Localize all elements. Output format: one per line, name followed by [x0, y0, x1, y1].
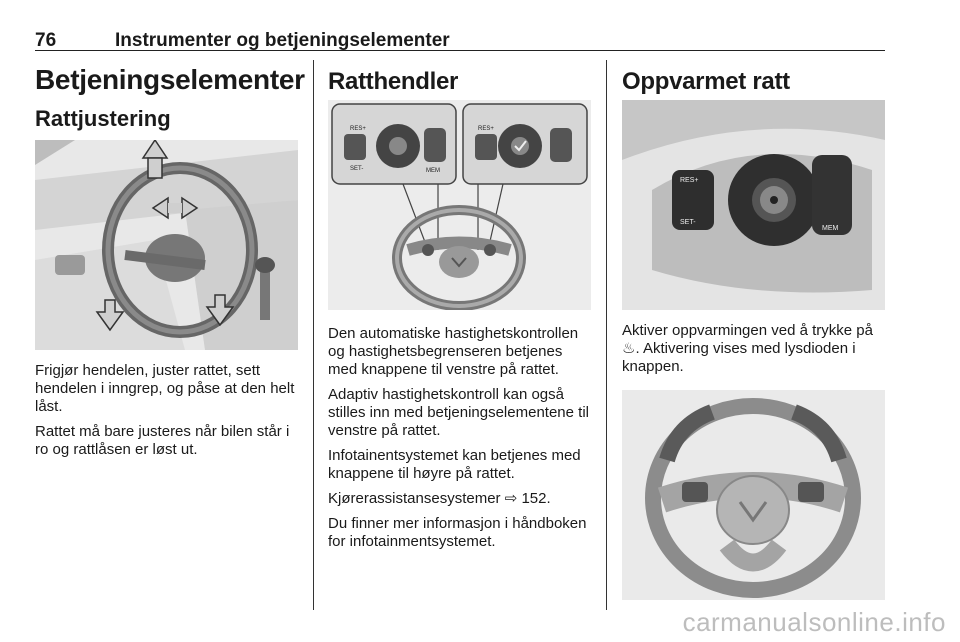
paragraph: Adaptiv hastighetskontroll kan også stilles inn med betjeningselementene til venstre på rattet. [328, 386, 589, 439]
paragraph: Du finner mer informasjon i håndboken for infotainmentsystemet. [328, 515, 587, 550]
paragraph: Frigjør hendelen, juster rattet, sett hendelen i inngrep, og påse at den helt låst. [35, 362, 295, 415]
col1-text [35, 362, 300, 466]
res-label: RES+ [680, 177, 699, 184]
paragraph: Infotainentsystemet kan betjenes med knappene til høyre på rattet. [328, 447, 581, 482]
section-heading: Ratthendler [328, 68, 459, 95]
res-label: RES+ [478, 126, 494, 132]
heated-wheel-figure [622, 390, 885, 600]
col2-text [328, 325, 593, 558]
section-heading: Oppvarmet ratt [622, 68, 790, 95]
steering-adjustment-figure [35, 140, 298, 350]
watermark: carmanualsonline.info [682, 607, 946, 637]
page-number: 76 [35, 30, 57, 51]
page-header [35, 28, 885, 51]
section-heading: Betjeningselementer [35, 64, 305, 95]
mem-label: MEM [426, 168, 440, 174]
mem-label: MEM [822, 225, 839, 232]
paragraph: Rattet må bare justeres når bilen står i ro og rattlåsen er løst ut. [35, 423, 290, 458]
paragraph: Den automatiske hastighetskontrollen og hastighetsbegrenseren betjenes med knappene til venstre på rattet. [328, 325, 579, 378]
col3-text [622, 322, 887, 383]
steering-wheel-controls-figure [328, 100, 591, 310]
set-label: SET- [680, 219, 696, 226]
paragraph: Kjørerassistansesystemer ⇨ 152. [328, 490, 551, 507]
column-divider [313, 60, 314, 610]
paragraph: Aktiver oppvarmingen ved å trykke på ♨. Aktivering vises med lysdioden i knappen. [622, 322, 873, 375]
heated-wheel-button-figure [622, 100, 885, 310]
running-title: Instrumenter og betjeningselementer [115, 30, 450, 51]
column-divider [606, 60, 607, 610]
subsection-heading: Rattjustering [35, 106, 171, 131]
set-label: SET- [350, 166, 364, 172]
res-label: RES+ [350, 126, 366, 132]
